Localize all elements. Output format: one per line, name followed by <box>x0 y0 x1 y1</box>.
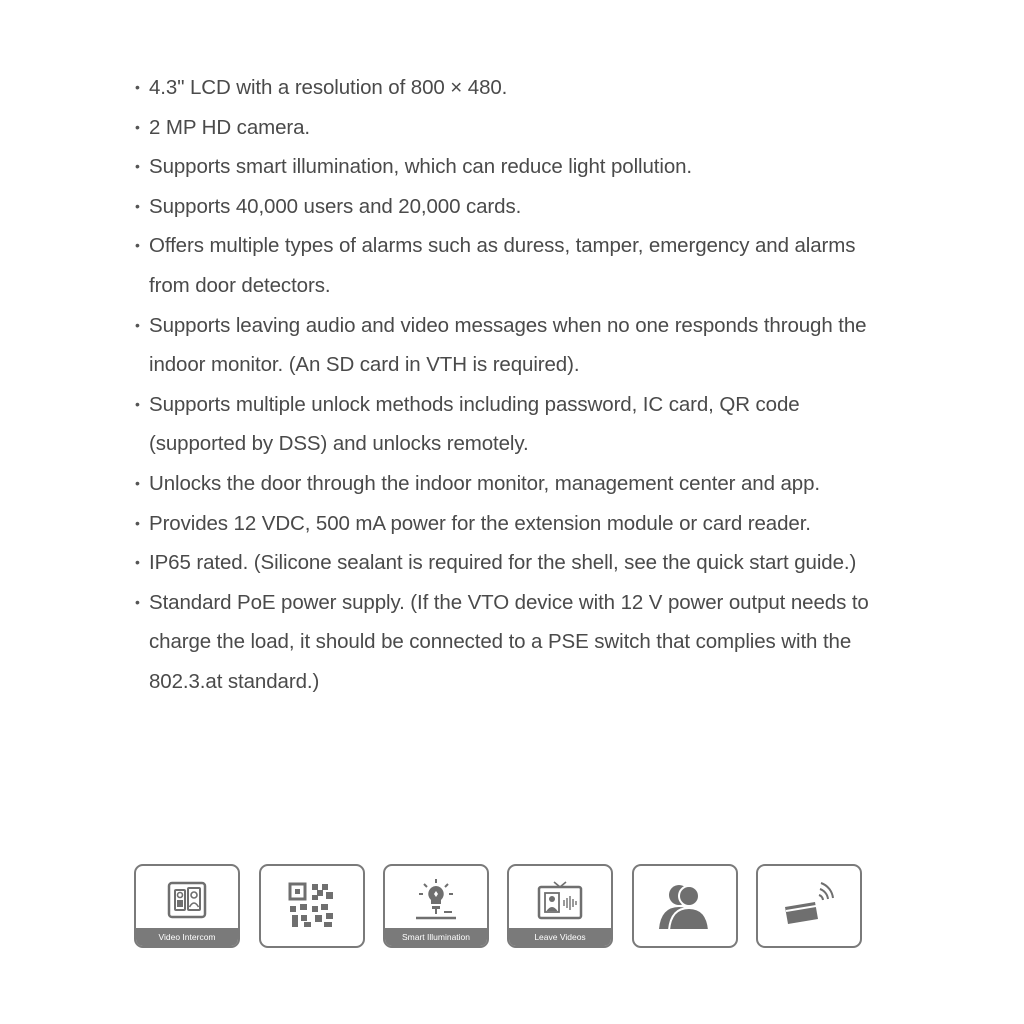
bullet: • <box>135 158 140 175</box>
icon-caption: Video Intercom <box>136 928 238 946</box>
bullet: • <box>135 593 140 610</box>
video-intercom-icon <box>136 874 238 926</box>
feature-icon-box <box>632 864 738 948</box>
feature-text: Provides 12 VDC, 500 mA power for the extension module or card reader. <box>149 511 811 535</box>
bullet: • <box>135 514 140 531</box>
feature-icon-box <box>259 864 365 948</box>
bullet: • <box>135 554 140 571</box>
card-reader-icon <box>758 876 860 936</box>
feature-item <box>135 504 875 544</box>
leave-videos-icon <box>509 874 611 926</box>
feature-icon-box <box>383 864 489 948</box>
feature-text: Standard PoE power supply. (If the VTO device with 12 V power output needs to charge the load, it should be connected to a PSE switch that complies with the 802.3.at standard.) <box>149 590 869 693</box>
smart-illumination-icon <box>385 874 487 926</box>
feature-text: 2 MP HD camera. <box>149 115 311 139</box>
feature-item <box>135 543 875 583</box>
feature-icon-box <box>756 864 862 948</box>
feature-item <box>135 108 875 148</box>
bullet: • <box>135 79 140 95</box>
bullet: • <box>135 197 140 214</box>
feature-item <box>135 147 875 187</box>
icon-caption: Smart Illumination <box>385 928 487 946</box>
feature-text: Supports 40,000 users and 20,000 cards. <box>149 194 522 218</box>
feature-item <box>135 583 875 702</box>
feature-item <box>135 306 875 385</box>
bullet: • <box>135 237 140 254</box>
bullet: • <box>135 118 140 135</box>
feature-text: Supports leaving audio and video messages when no one responds through the indoor monitor. (An SD card in VTH is required). <box>149 313 867 377</box>
feature-item <box>135 226 875 305</box>
feature-text: Unlocks the door through the indoor monitor, management center and app. <box>149 471 820 495</box>
feature-text: IP65 rated. (Silicone sealant is required for the shell, see the quick start guide.) <box>149 551 857 575</box>
feature-text: 4.3" LCD with a resolution of 800 × 480. <box>149 76 508 99</box>
feature-item <box>135 68 875 108</box>
feature-icon-box <box>134 864 240 948</box>
feature-icon-row <box>134 864 864 950</box>
qr-code-icon <box>261 876 363 936</box>
feature-text: Supports multiple unlock methods including password, IC card, QR code (supported by DSS) and unlocks remotely. <box>149 392 800 456</box>
feature-icon-box <box>507 864 613 948</box>
user-icon <box>634 876 736 936</box>
feature-text: Offers multiple types of alarms such as duress, tamper, emergency and alarms from door detectors. <box>149 234 856 297</box>
bullet: • <box>135 474 140 491</box>
bullet: • <box>135 316 140 333</box>
feature-text: Supports smart illumination, which can reduce light pollution. <box>149 155 693 179</box>
feature-item <box>135 187 875 227</box>
feature-list <box>135 68 875 702</box>
icon-caption: Leave Videos <box>509 928 611 946</box>
feature-item <box>135 464 875 504</box>
bullet: • <box>135 395 140 412</box>
feature-item <box>135 385 875 464</box>
